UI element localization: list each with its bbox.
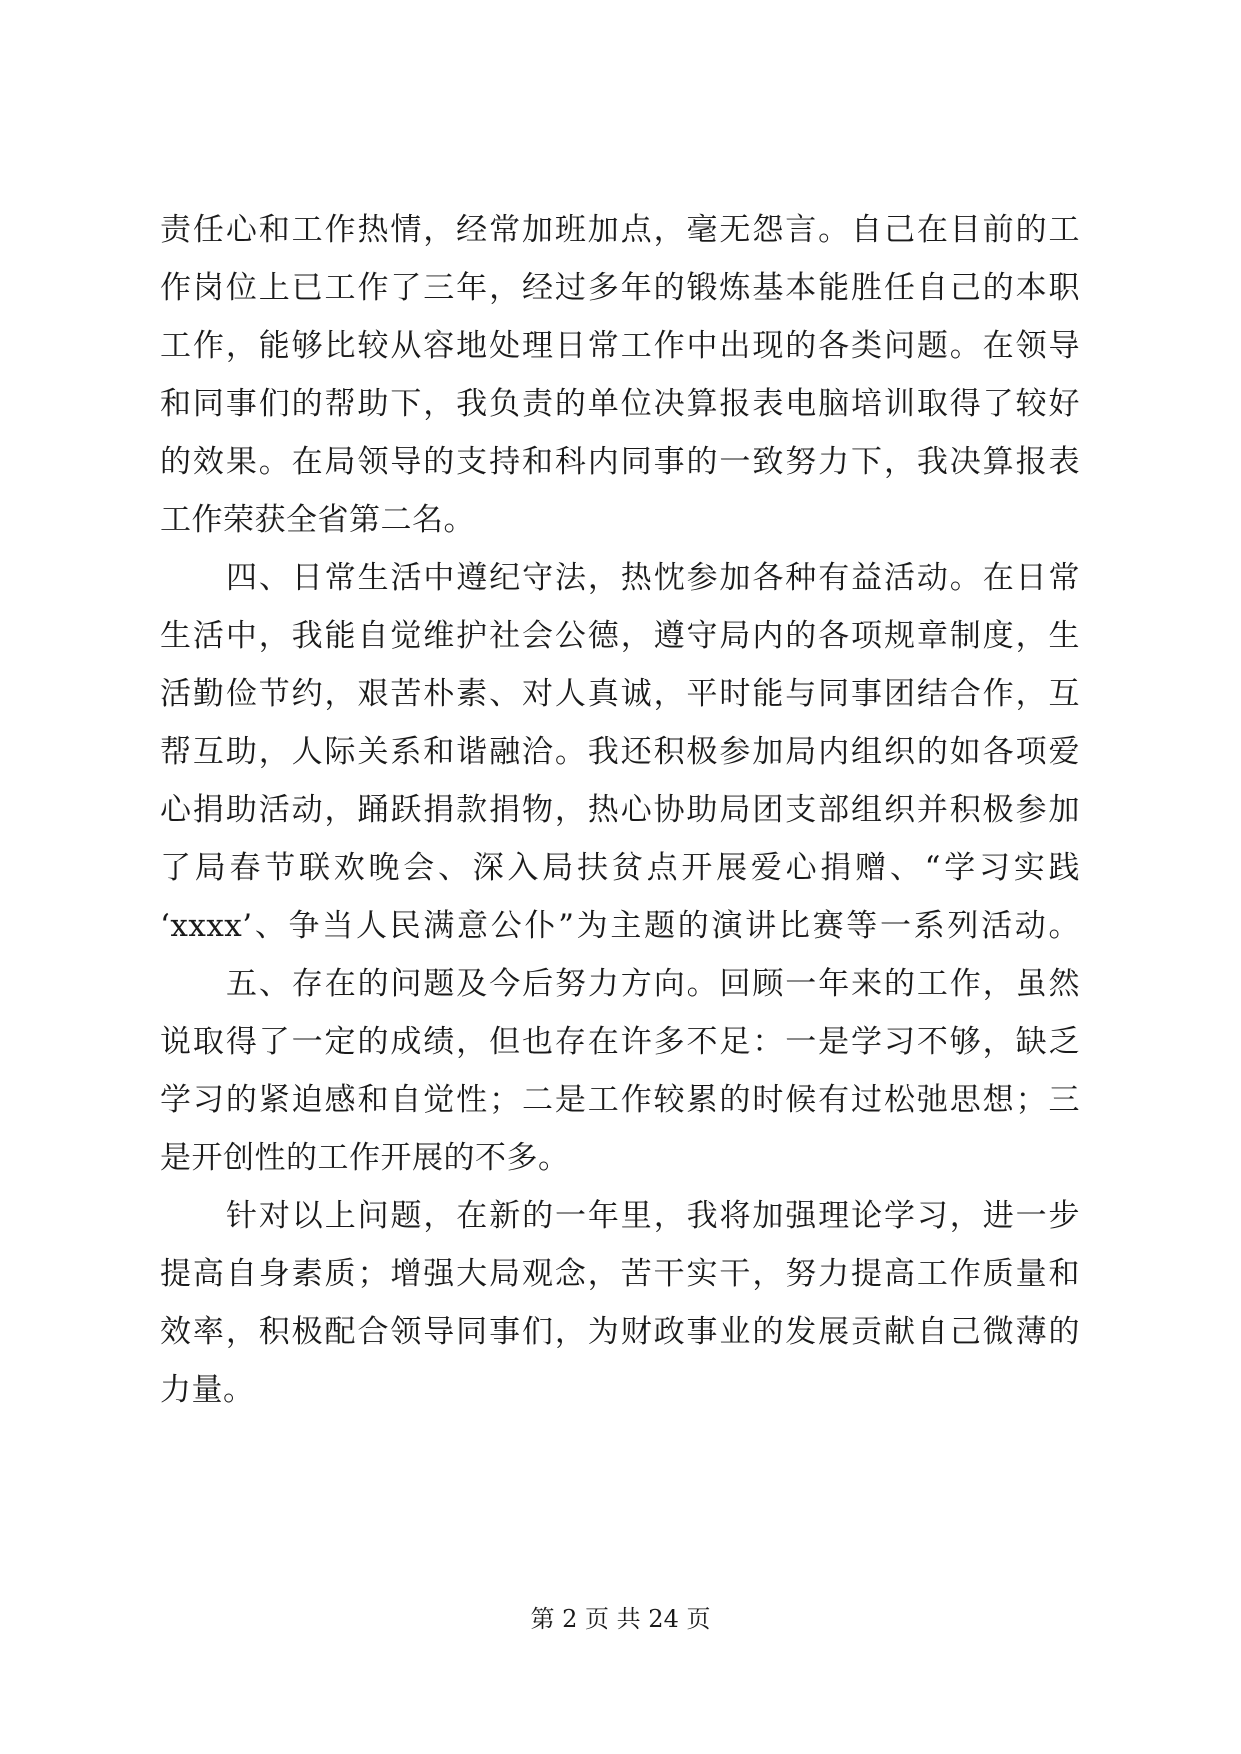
paragraph-start-line: 四、日常生活中遵纪守法，热忱参加各种有益活动。在日常 xyxy=(226,560,1080,596)
text-line: 学习的紧迫感和自觉性；二是工作较累的时候有过松弛思想；三 xyxy=(160,1082,1080,1118)
text-line: 帮互助，人际关系和谐融洽。我还积极参加局内组织的如各项爱 xyxy=(160,734,1080,770)
text-line: 心捐助活动，踊跃捐款捐物，热心协助局团支部组织并积极参加 xyxy=(160,792,1080,828)
text-line: 是开创性的工作开展的不多。 xyxy=(160,1140,570,1176)
text-line: 的效果。在局领导的支持和科内同事的一致努力下，我决算报表 xyxy=(160,444,1080,480)
text-line: 了局春节联欢晚会、深入局扶贫点开展爱心捐赠、“学习实践 xyxy=(160,850,1080,886)
paragraph-start-line: 针对以上问题，在新的一年里，我将加强理论学习，进一步 xyxy=(226,1198,1080,1234)
text-line: 生活中，我能自觉维护社会公德，遵守局内的各项规章制度，生 xyxy=(160,618,1080,654)
text-line: 作岗位上已工作了三年，经过多年的锻炼基本能胜任自己的本职 xyxy=(160,270,1080,306)
text-line: 说取得了一定的成绩，但也存在许多不足：一是学习不够，缺乏 xyxy=(160,1024,1080,1060)
text-line: 责任心和工作热情，经常加班加点，毫无怨言。自己在目前的工 xyxy=(160,212,1080,248)
text-line: 提高自身素质；增强大局观念，苦干实干，努力提高工作质量和 xyxy=(160,1256,1080,1292)
text-line: 力量。 xyxy=(160,1372,255,1408)
text-line: ‘xxxx’、争当人民满意公仆”为主题的演讲比赛等一系列活动。 xyxy=(160,908,1080,944)
page-number-footer: 第 2 页 共 24 页 xyxy=(530,1605,711,1633)
text-line: 和同事们的帮助下，我负责的单位决算报表电脑培训取得了较好 xyxy=(160,386,1080,422)
text-line: 工作，能够比较从容地处理日常工作中出现的各类问题。在领导 xyxy=(160,328,1080,364)
text-line: 工作荣获全省第二名。 xyxy=(160,502,475,538)
text-line: 效率，积极配合领导同事们，为财政事业的发展贡献自己微薄的 xyxy=(160,1314,1080,1350)
paragraph-start-line: 五、存在的问题及今后努力方向。回顾一年来的工作，虽然 xyxy=(226,966,1080,1002)
text-line: 活勤俭节约，艰苦朴素、对人真诚，平时能与同事团结合作，互 xyxy=(160,676,1080,712)
